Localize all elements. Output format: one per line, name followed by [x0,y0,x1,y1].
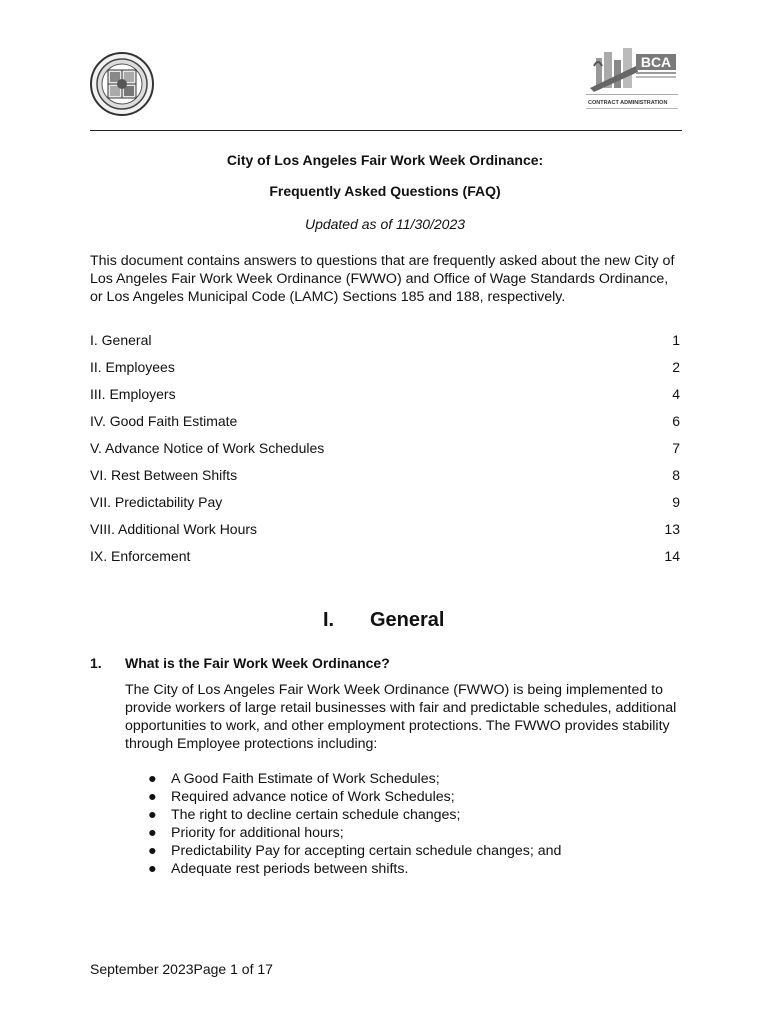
toc-entry[interactable] [90,548,680,575]
answer-paragraph: The City of Los Angeles Fair Work Week Ordinance (FWWO) is being implemented to provide workers of large retail businesses with fair and predictable schedules, additional opportunities to work, and other employment protections. The FWWO provides stability through Employee protections including: [125,682,677,752]
bca-logo-caption: CONTRACT ADMINISTRATION [588,100,668,106]
toc-page: 13 [664,521,680,537]
list-item-text: Required advance notice of Work Schedules; [171,789,455,805]
toc-label: VII. Predictability Pay [90,494,223,510]
bca-logo-text: BCA [640,54,672,70]
toc-page: 1 [672,332,680,348]
intro-paragraph: This document contains answers to questions that are frequently asked about the new City of Los Angeles Fair Work Week Ordinance (FWWO) and Office of Wage Standards Ordinance, or Los Angeles Municipal Code (LAMC) Sections 185 and 188, respectively. [90,253,675,305]
bca-logo [586,46,680,116]
page-footer: September 2023Page 1 of 17 [90,961,273,977]
question-text: What is the Fair Work Week Ordinance? [125,655,390,671]
toc-label: IV. Good Faith Estimate [90,413,238,429]
question-number: 1. [90,655,102,671]
list-item-text: A Good Faith Estimate of Work Schedules; [171,771,440,787]
toc-label: I. General [90,332,152,348]
toc-page: 6 [672,413,680,429]
toc-entry[interactable] [90,494,680,521]
bullet-icon: ● [148,861,157,877]
toc-page: 9 [672,494,680,510]
section-number: I. [323,609,335,631]
toc-entry[interactable] [90,521,680,548]
toc-entry[interactable] [90,332,680,359]
bullet-icon: ● [148,825,157,841]
table-of-contents [90,332,680,575]
toc-label: III. Employers [90,386,176,402]
toc-page: 2 [672,359,680,375]
toc-page: 4 [672,386,680,402]
section-title: General [370,609,445,631]
list-item-text: Adequate rest periods between shifts. [171,861,409,877]
list-item-text: Priority for additional hours; [171,825,344,841]
bullet-icon: ● [148,807,157,823]
bullet-icon: ● [148,843,157,859]
toc-page: 14 [664,548,680,564]
document-title: City of Los Angeles Fair Work Week Ordinance: [226,152,544,168]
bullet-icon: ● [148,771,157,787]
list-item [148,770,561,788]
updated-date: Updated as of 11/30/2023 [304,216,466,232]
list-item [148,860,561,878]
toc-label: IX. Enforcement [90,548,191,564]
document-subtitle: Frequently Asked Questions (FAQ) [269,183,501,199]
toc-entry[interactable] [90,440,680,467]
list-item-text: Predictability Pay for accepting certain schedule changes; and [171,843,562,859]
toc-label: V. Advance Notice of Work Schedules [90,440,325,456]
list-item [148,806,561,824]
toc-entry[interactable] [90,359,680,386]
toc-label: II. Employees [90,359,175,375]
list-item [148,788,561,806]
toc-label: VI. Rest Between Shifts [90,467,238,483]
protections-list [148,770,561,878]
toc-entry[interactable] [90,386,680,413]
toc-page: 7 [672,440,680,456]
toc-label: VIII. Additional Work Hours [90,521,258,537]
city-seal-logo [90,52,154,116]
toc-page: 8 [672,467,680,483]
header-divider [90,130,682,131]
list-item [148,842,561,860]
list-item-text: The right to decline certain schedule changes; [171,807,461,823]
list-item [148,824,561,842]
bullet-icon: ● [148,789,157,805]
toc-entry[interactable] [90,467,680,494]
toc-entry[interactable] [90,413,680,440]
bca-logo-graphic [586,46,680,116]
